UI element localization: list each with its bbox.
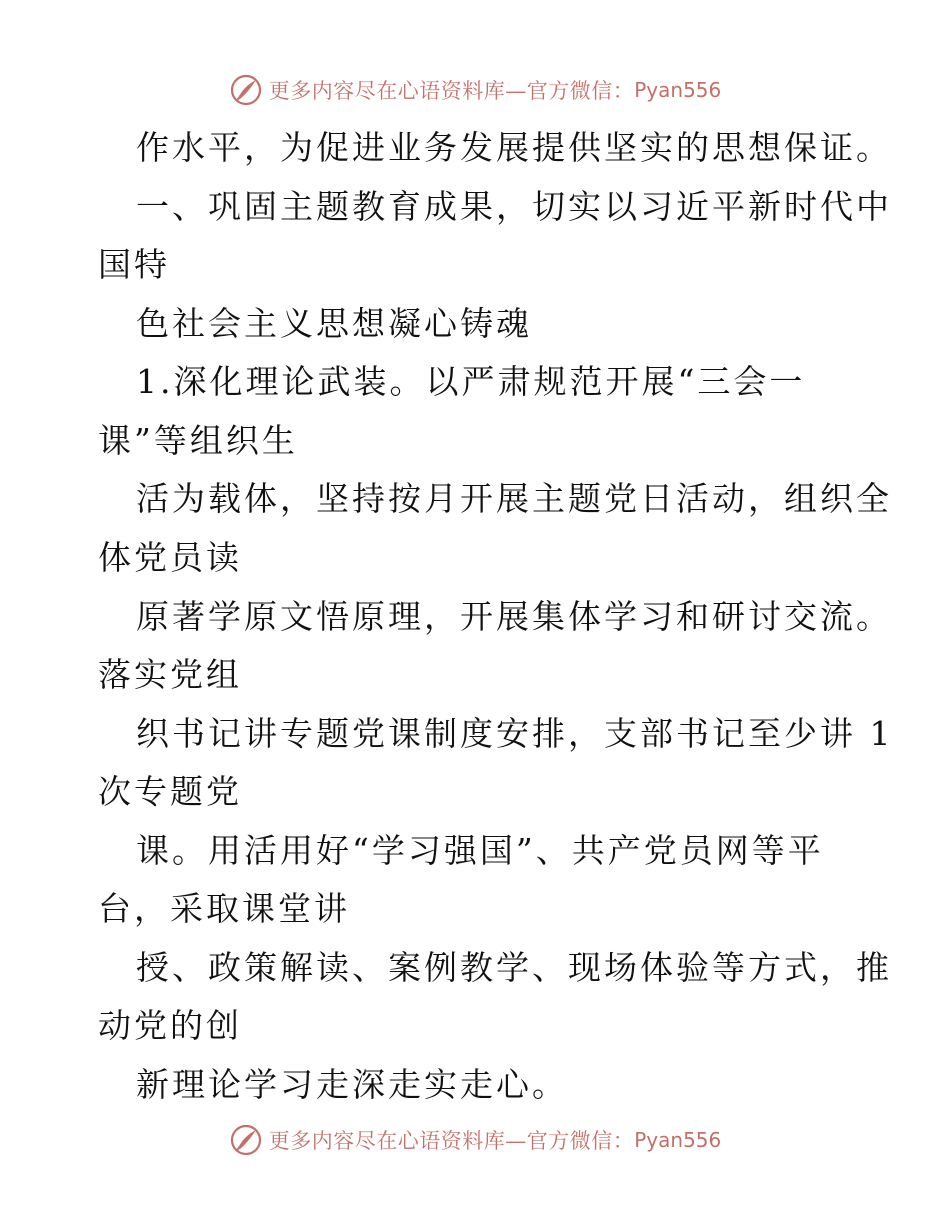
watermark-text: 更多内容尽在心语资料库—官方微信： — [268, 79, 635, 103]
footer-watermark — [0, 1120, 950, 1160]
text-line: 原著学原文悟原理，开展集体学习和研讨交流。 — [136, 597, 892, 636]
text-line: 色社会主义思想凝心铸魂 — [136, 304, 532, 343]
quill-pen-logo-icon — [229, 73, 263, 107]
text-line: 授、政策解读、案例教学、现场体验等方式，推 — [136, 948, 892, 987]
text-line: 体党员读 — [98, 538, 242, 577]
text-line: 新理论学习走深走实走心。 — [136, 1065, 568, 1104]
text-line: 次专题党 — [98, 772, 242, 811]
text-line: 1.深化理论武装。以严肃规范开展“三会一 — [136, 362, 806, 401]
text-line: 作水平，为促进业务发展提供坚实的思想保证。 — [136, 128, 892, 167]
text-line: 一、巩固主题教育成果，切实以习近平新时代中 — [136, 187, 892, 226]
text-line: 活为载体，坚持按月开展主题党日活动，组织全 — [136, 479, 892, 518]
quill-pen-logo-icon — [229, 1123, 263, 1157]
watermark-wechat-id: Pyan556 — [634, 78, 722, 102]
watermark-wechat-id: Pyan556 — [634, 1128, 722, 1152]
text-line: 课。用活用好“学习强国”、共产党员网等平 — [136, 831, 824, 870]
text-line: 国特 — [98, 245, 170, 284]
text-line: 课”等组织生 — [98, 421, 298, 460]
text-line: 台，采取课堂讲 — [98, 889, 350, 928]
text-line: 落实党组 — [98, 655, 242, 694]
text-line: 动党的创 — [98, 1006, 242, 1045]
watermark-text: 更多内容尽在心语资料库—官方微信： — [268, 1129, 635, 1153]
text-line: 织书记讲专题党课制度安排，支部书记至少讲 1 — [136, 714, 894, 753]
header-watermark — [0, 70, 950, 110]
